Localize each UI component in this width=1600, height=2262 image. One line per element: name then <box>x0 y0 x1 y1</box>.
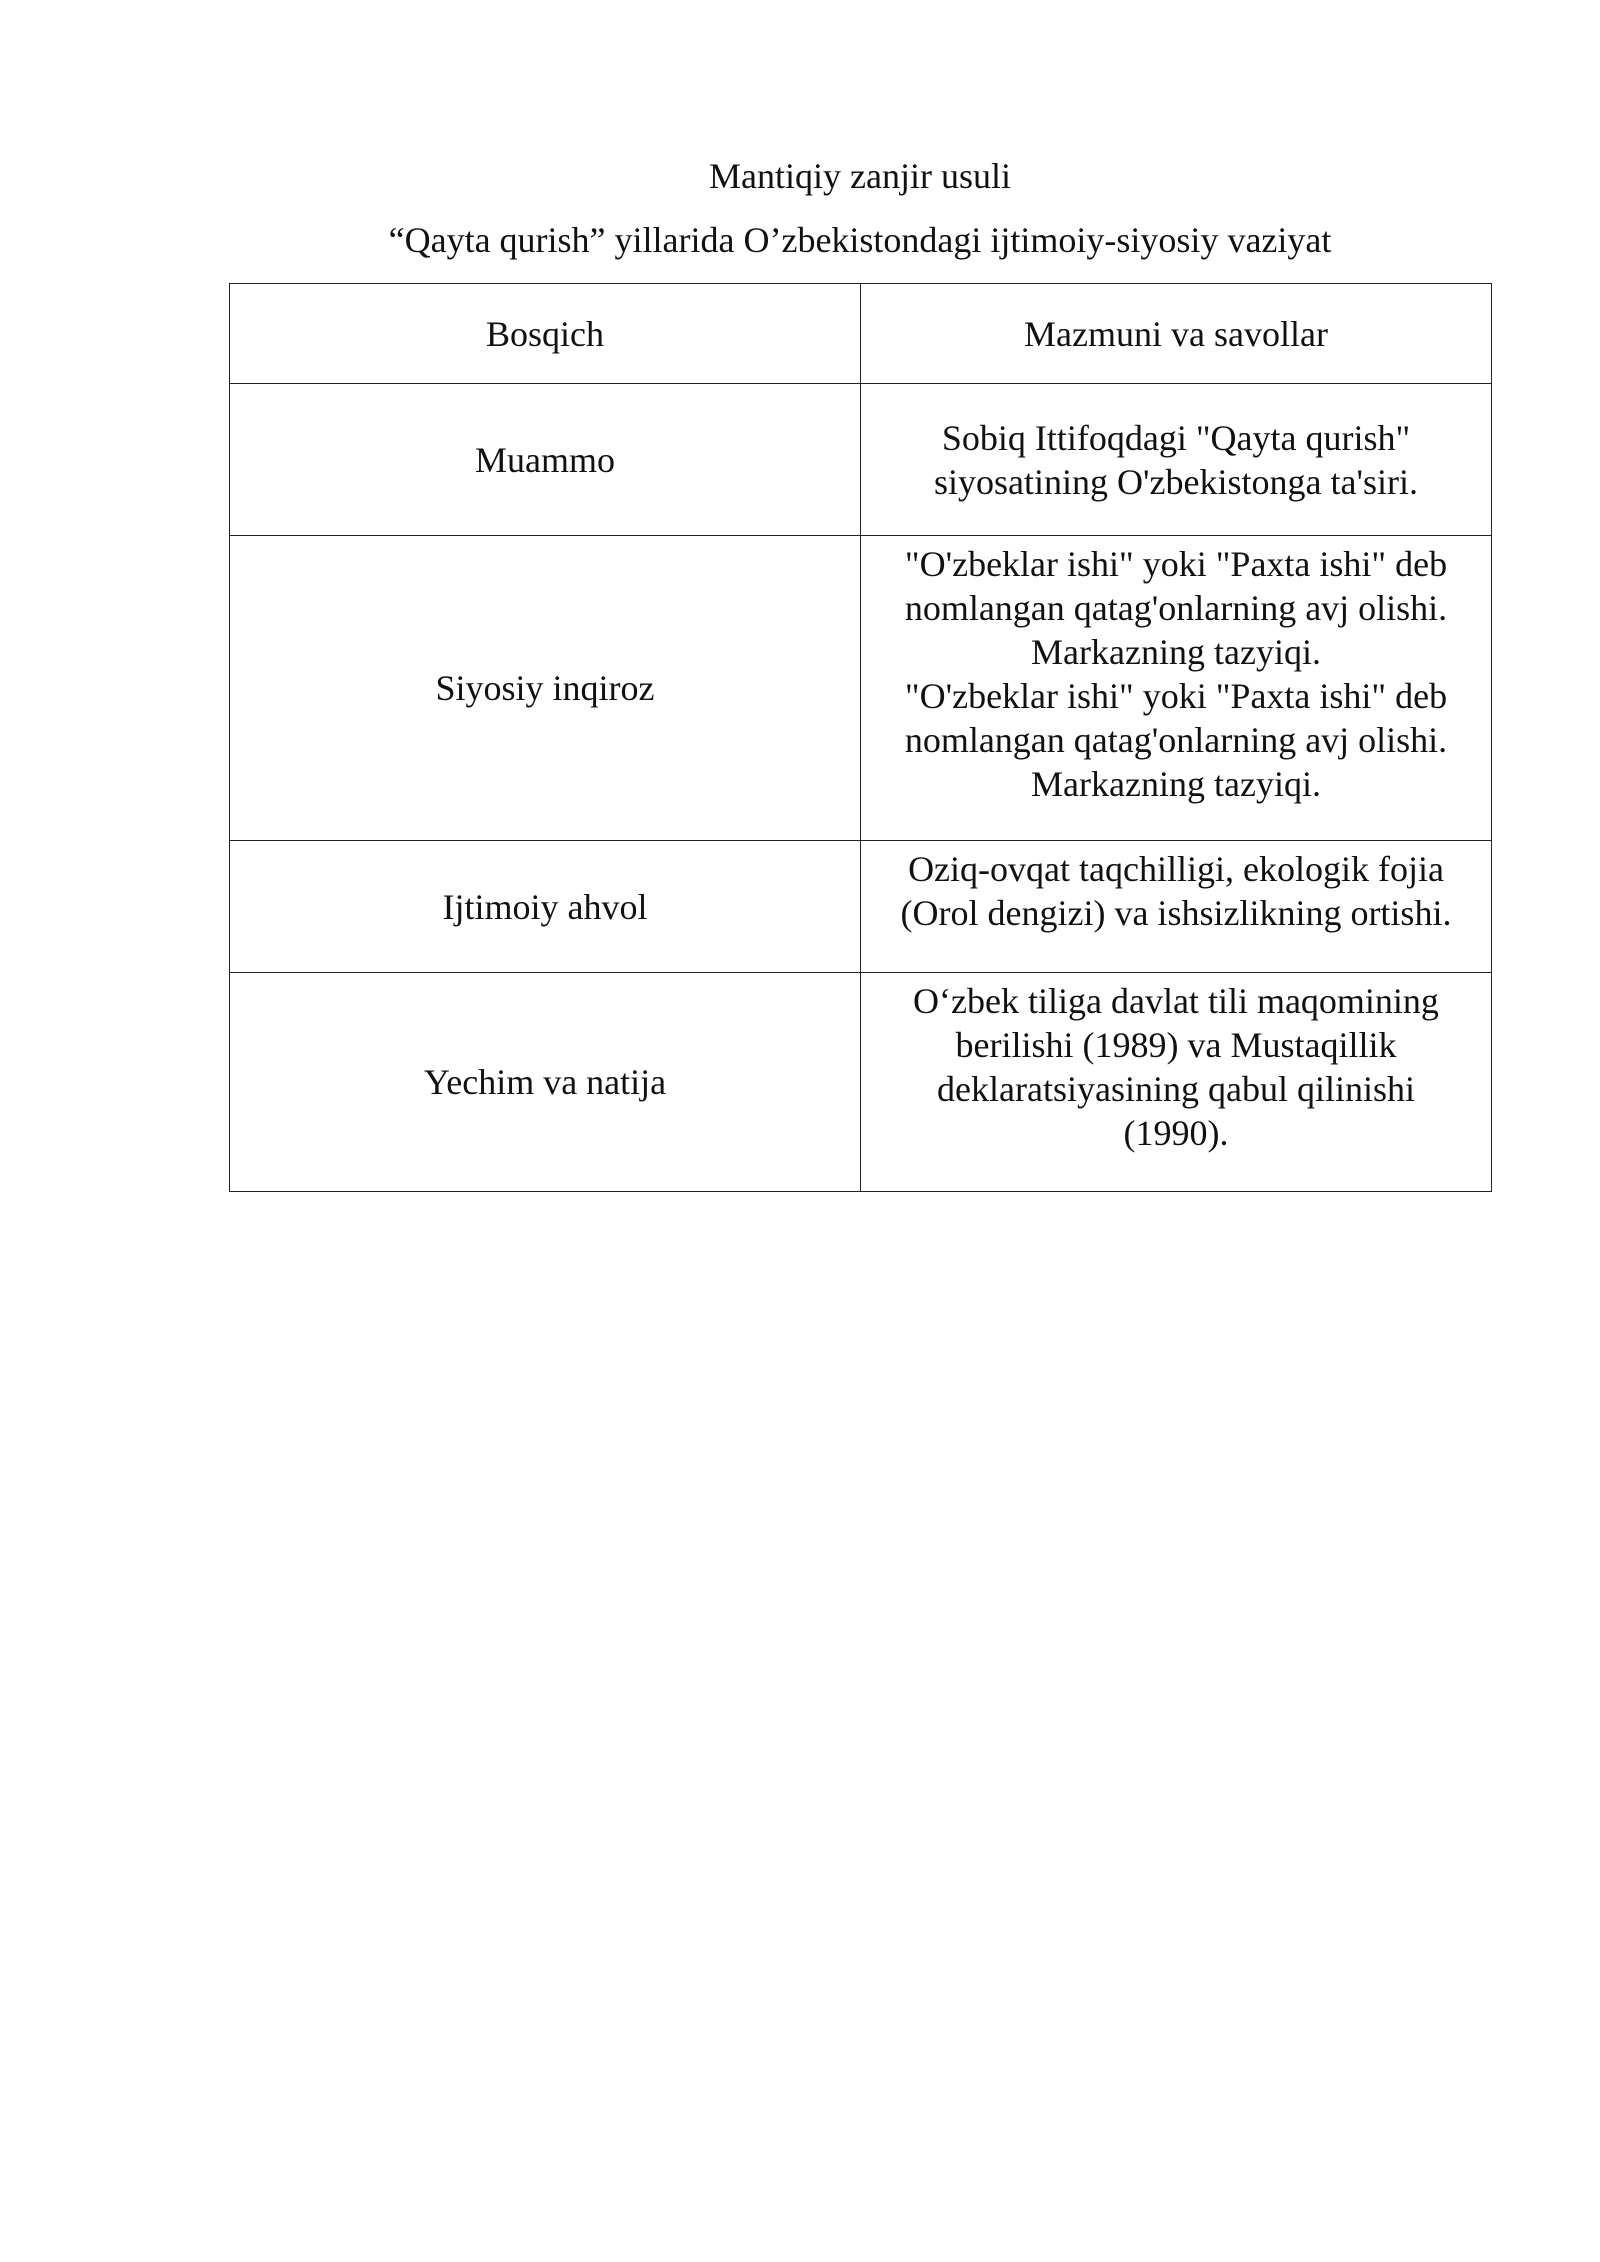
content-line: nomlangan qatag'onlarning avj olishi. <box>904 720 1448 760</box>
document-title: Mantiqiy zanjir usuli <box>709 156 1011 196</box>
content-line: Sobiq Ittifoqdagi "Qayta qurish" <box>941 417 1411 458</box>
content-line: "O'zbeklar ishi" yoki "Paxta ishi" deb <box>904 544 1448 584</box>
content-line: deklaratsiyasining qabul qilinishi <box>937 1069 1415 1109</box>
content-line: Markazning tazyiqi. <box>1031 764 1321 804</box>
stage-cell: Ijtimoiy ahvol <box>230 841 861 973</box>
content-line: (1990). <box>1123 1113 1229 1153</box>
content-line: berilishi (1989) va Mustaqillik <box>955 1025 1397 1065</box>
content-line: siyosatining O'zbekistonga ta'siri. <box>934 461 1418 502</box>
table-row <box>230 841 1492 973</box>
content-line: O‘zbek tiliga davlat tili maqomining <box>913 981 1439 1021</box>
header-content: Mazmuni va savollar <box>861 284 1492 384</box>
content-line: Markazning tazyiqi. <box>1031 632 1321 672</box>
content-line: Oziq-ovqat taqchilligi, ekologik fojia <box>908 849 1444 889</box>
document-subtitle: “Qayta qurish” yillarida O’zbekistondagi ijtimoiy-siyosiy vaziyat <box>388 220 1332 260</box>
table-header-row <box>230 284 1492 384</box>
table-row <box>230 384 1492 536</box>
header-stage: Bosqich <box>230 284 861 384</box>
content-cell <box>861 973 1492 1192</box>
stage-cell: Siyosiy inqiroz <box>230 536 861 841</box>
stage-cell: Yechim va natija <box>230 973 861 1192</box>
logic-chain-table <box>229 283 1492 1192</box>
content-cell <box>861 841 1492 973</box>
table-row <box>230 973 1492 1192</box>
content-cell <box>861 384 1492 536</box>
content-line: "O'zbeklar ishi" yoki "Paxta ishi" deb <box>904 676 1448 716</box>
stage-cell: Muammo <box>230 384 861 536</box>
content-line: nomlangan qatag'onlarning avj olishi. <box>904 588 1448 628</box>
table-row <box>230 536 1492 841</box>
content-line: (Orol dengizi) va ishsizlikning ortishi. <box>900 893 1452 933</box>
content-cell <box>861 536 1492 841</box>
